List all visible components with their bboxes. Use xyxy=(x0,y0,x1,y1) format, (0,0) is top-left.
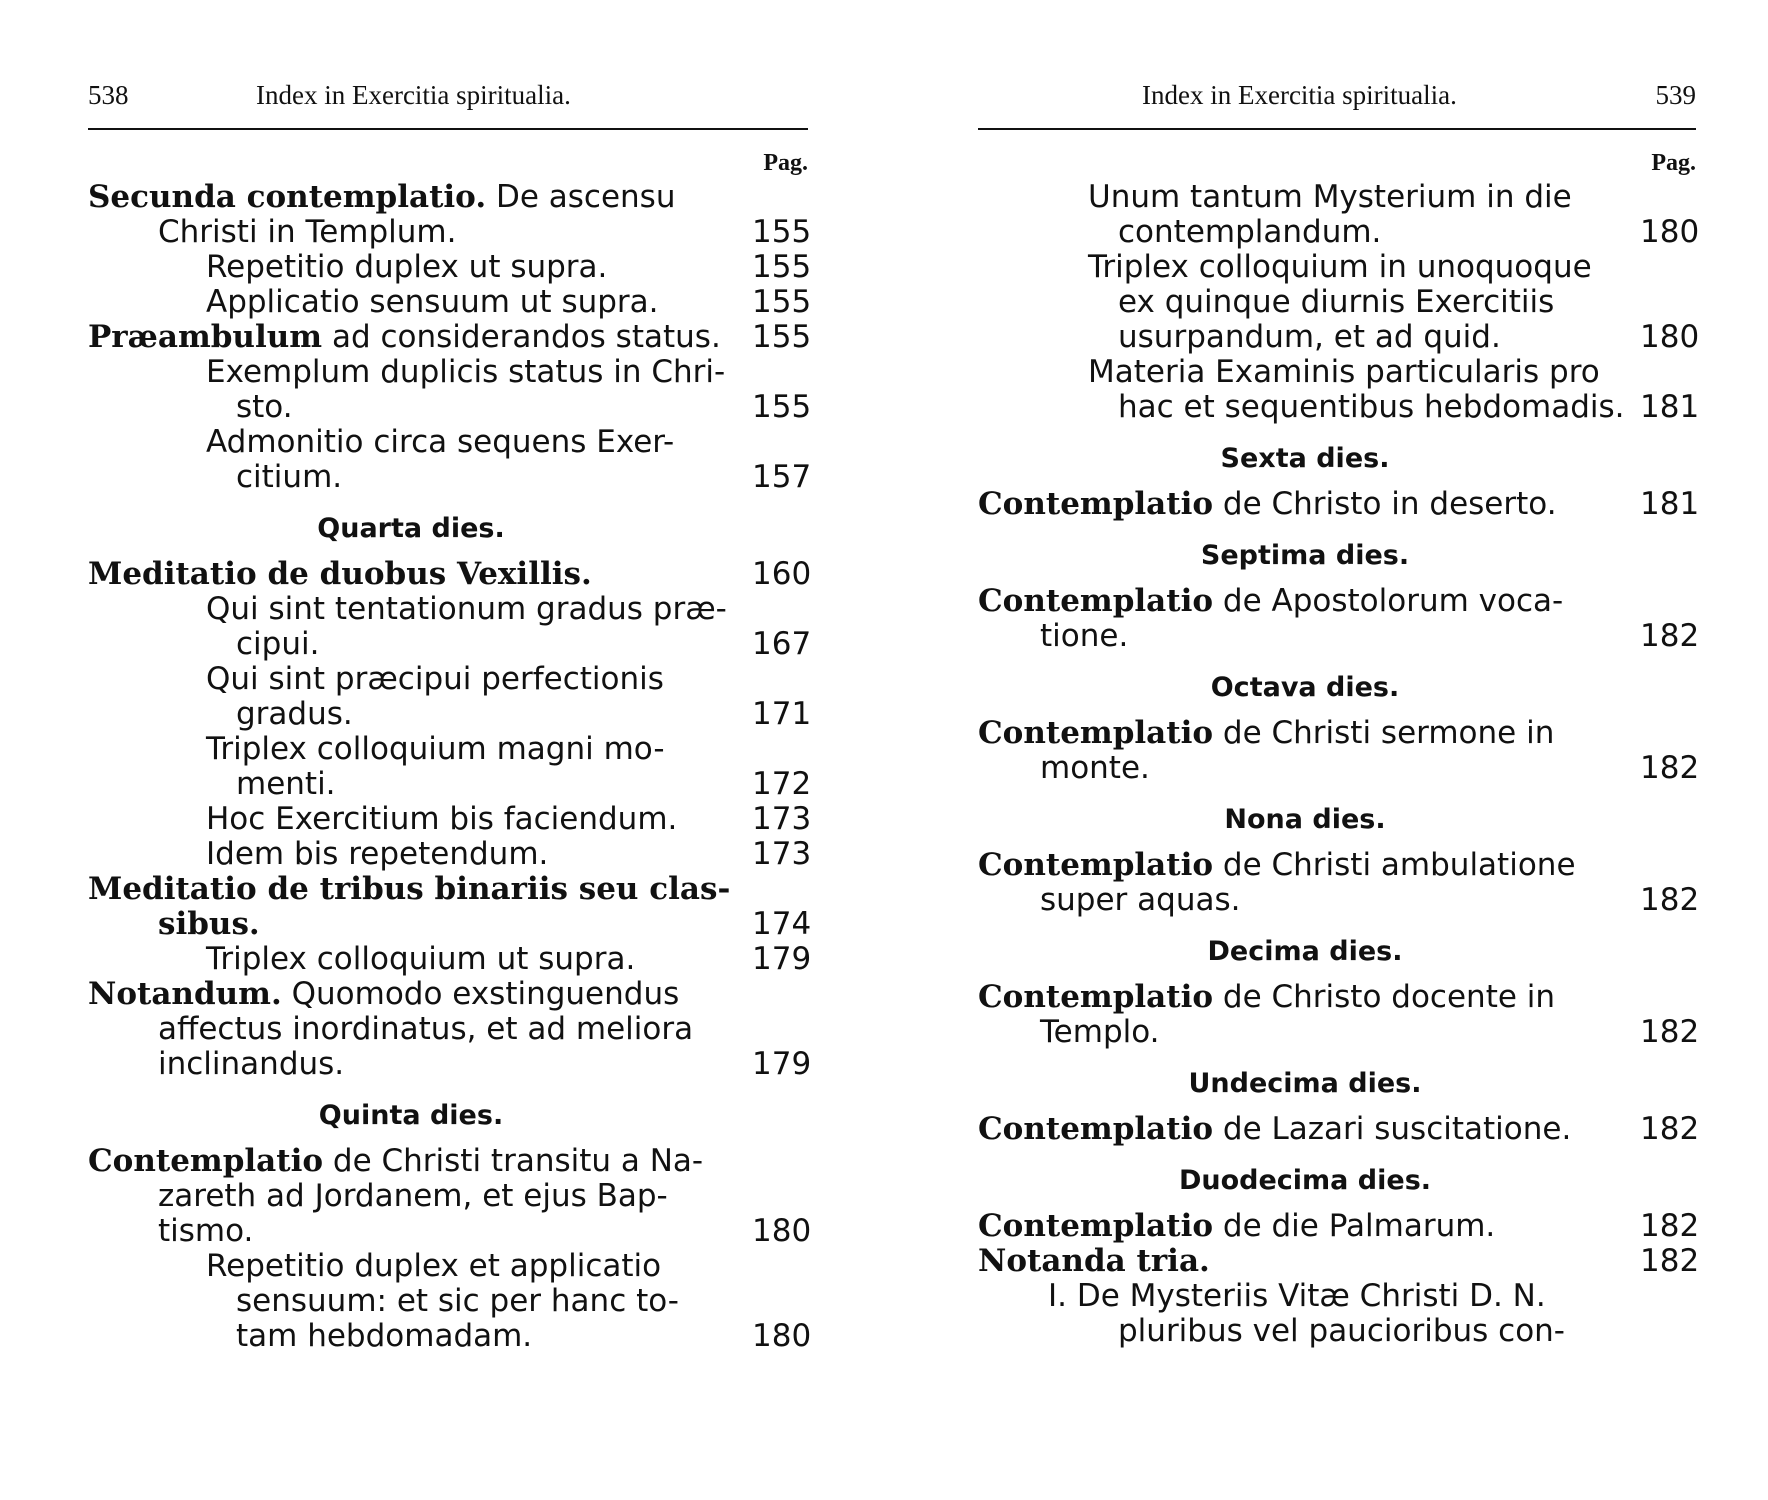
index-entry-line xyxy=(978,618,1700,654)
entry-text xyxy=(1118,320,1501,355)
entry-text xyxy=(978,584,1563,619)
entry-page-number: 182 xyxy=(1640,882,1700,918)
right-index-body xyxy=(978,179,1700,1349)
entry-text xyxy=(206,592,727,627)
entry-heading-bold: Notandum. xyxy=(88,976,282,1012)
entry-description: Exemplum duplicis status in Chri- xyxy=(206,354,726,390)
entry-description: I. De Mysteriis Vitæ Christi D. N. xyxy=(1048,1278,1546,1314)
entry-text xyxy=(1040,751,1150,786)
entry-text xyxy=(1088,180,1572,215)
index-entry-line xyxy=(978,1014,1700,1050)
entry-page-number: 182 xyxy=(1640,1014,1700,1050)
entry-page-number: 173 xyxy=(752,836,812,872)
entry-heading-bold: sibus. xyxy=(158,906,260,942)
index-entry-line xyxy=(88,1249,808,1284)
section-heading: Nona dies. xyxy=(1224,804,1386,835)
pag-label: Pag. xyxy=(1651,150,1696,176)
entry-text xyxy=(206,837,548,872)
index-entry-line xyxy=(978,848,1696,883)
index-entry-line xyxy=(978,355,1696,390)
entry-page-number: 180 xyxy=(1640,214,1700,250)
entry-description: de Apostolorum voca- xyxy=(1213,583,1564,619)
entry-text xyxy=(978,1112,1571,1147)
entry-description: tismo. xyxy=(158,1213,254,1249)
index-entry-line xyxy=(88,1213,812,1249)
entry-description: gradus. xyxy=(236,696,353,732)
entry-text xyxy=(236,627,319,662)
entry-page-number: 182 xyxy=(1640,1208,1700,1244)
entry-heading-bold: Contemplatio xyxy=(978,1111,1214,1147)
entry-text xyxy=(1048,1279,1546,1314)
entry-text xyxy=(1118,1314,1565,1349)
entry-heading-bold: Meditatio de tribus binariis seu clas- xyxy=(88,871,731,907)
entry-text xyxy=(88,872,730,907)
index-entry-line xyxy=(88,732,808,767)
entry-text xyxy=(206,425,674,460)
right-page-header xyxy=(978,80,1696,120)
entry-page-number: 179 xyxy=(752,941,812,977)
entry-description: cipui. xyxy=(236,626,320,662)
entry-page-number: 174 xyxy=(752,906,812,942)
entry-page-number: 155 xyxy=(752,319,812,355)
entry-description: de Christi transitu a Na- xyxy=(323,1143,704,1179)
index-entry-line xyxy=(88,1144,808,1179)
index-entry-line xyxy=(88,626,812,662)
entry-page-number: 180 xyxy=(1640,319,1700,355)
entry-page-number: 179 xyxy=(752,1046,812,1082)
entry-description: super aquas. xyxy=(1040,882,1241,918)
index-entry-line xyxy=(88,766,812,802)
header-rule xyxy=(978,128,1696,130)
entry-description: Repetitio duplex ut supra. xyxy=(206,249,608,285)
entry-page-number: 172 xyxy=(752,766,812,802)
entry-text xyxy=(978,716,1554,751)
entry-page-number: 167 xyxy=(752,626,812,662)
index-entry-line xyxy=(88,319,812,355)
entry-description: Admonitio circa sequens Exer- xyxy=(206,424,675,460)
entry-description: Materia Examinis particularis pro xyxy=(1088,354,1600,390)
entry-text xyxy=(158,1047,344,1082)
entry-text xyxy=(978,487,1557,522)
entry-description: de Lazari suscitatione. xyxy=(1213,1111,1572,1147)
entry-page-number: 157 xyxy=(752,459,812,495)
index-entry-line xyxy=(978,389,1700,425)
index-entry-line xyxy=(88,214,812,250)
entry-page-number: 173 xyxy=(752,801,812,837)
running-title: Index in Exercitia spiritualia. xyxy=(256,80,571,110)
section-heading: Sexta dies. xyxy=(1220,443,1390,474)
entry-text xyxy=(978,848,1576,883)
entry-description: ad considerandos status. xyxy=(322,319,721,355)
index-entry-line xyxy=(978,980,1696,1015)
entry-heading-bold: Notanda tria. xyxy=(978,1243,1210,1279)
entry-page-number: 160 xyxy=(752,556,812,592)
left-page-header xyxy=(88,80,808,120)
index-entry-line xyxy=(88,249,812,285)
entry-description: Christi in Templum. xyxy=(158,214,457,250)
entry-text xyxy=(206,1249,661,1284)
index-entry-line xyxy=(88,977,808,1012)
entry-page-number: 180 xyxy=(752,1213,812,1249)
entry-page-number: 182 xyxy=(1640,1243,1700,1279)
entry-page-number: 180 xyxy=(752,1318,812,1354)
index-entry-line xyxy=(978,750,1700,786)
entry-text xyxy=(1118,285,1554,320)
section-heading: Decima dies. xyxy=(1207,936,1403,967)
entry-text xyxy=(158,1012,693,1047)
running-title: Index in Exercitia spiritualia. xyxy=(1142,80,1457,110)
entry-description: de Christi sermone in xyxy=(1213,715,1555,751)
entry-page-number: 171 xyxy=(752,696,812,732)
entry-text xyxy=(206,942,635,977)
section-heading: Septima dies. xyxy=(1200,540,1410,571)
section-heading: Duodecima dies. xyxy=(1178,1165,1432,1196)
entry-heading-bold: Meditatio de duobus Vexillis. xyxy=(88,556,592,592)
entry-description: monte. xyxy=(1040,750,1150,786)
left-index-body xyxy=(88,179,812,1354)
section-heading: Quinta dies. xyxy=(318,1100,504,1131)
index-entry-line xyxy=(978,1208,1700,1244)
entry-text xyxy=(1040,619,1128,654)
entry-text xyxy=(978,1209,1495,1244)
entry-description: inclinandus. xyxy=(158,1046,345,1082)
index-entry-line xyxy=(88,906,812,942)
index-entry-line xyxy=(978,1111,1700,1147)
entry-description: Templo. xyxy=(1040,1014,1160,1050)
entry-description: ex quinque diurnis Exercitiis xyxy=(1118,284,1555,320)
entry-description: sto. xyxy=(236,389,293,425)
page-number: 539 xyxy=(1655,80,1696,110)
index-entry-line xyxy=(978,250,1696,285)
entry-text xyxy=(206,732,665,767)
entry-description: pluribus vel paucioribus con- xyxy=(1118,1313,1565,1349)
entry-description: hac et sequentibus hebdomadis. xyxy=(1118,389,1625,425)
entry-text xyxy=(1118,390,1625,425)
entry-description: Unum tantum Mysterium in die xyxy=(1088,179,1572,215)
index-entry-line xyxy=(88,556,812,592)
index-entry-line xyxy=(88,180,808,215)
index-entry-line xyxy=(88,1179,808,1214)
entry-heading-bold: Contemplatio xyxy=(978,486,1214,522)
entry-page-number: 155 xyxy=(752,389,812,425)
entry-description: Triplex colloquium magni mo- xyxy=(206,731,665,767)
index-entry-line xyxy=(978,319,1700,355)
index-entry-line xyxy=(88,872,808,907)
index-entry-line xyxy=(88,801,812,837)
entry-description: Triplex colloquium ut supra. xyxy=(206,941,636,977)
entry-text xyxy=(206,250,607,285)
entry-text xyxy=(88,1144,703,1179)
entry-text xyxy=(158,1214,253,1249)
entry-text xyxy=(978,1244,1210,1279)
entry-text xyxy=(88,180,676,215)
entry-text xyxy=(236,390,293,425)
index-entry-line xyxy=(978,1243,1700,1279)
index-entry-line xyxy=(88,459,812,495)
entry-description: Qui sint præcipui perfectionis xyxy=(206,661,664,697)
entry-description: menti. xyxy=(236,766,336,802)
entry-text xyxy=(158,907,260,942)
entry-heading-bold: Secunda contemplatio. xyxy=(88,179,487,215)
entry-heading-bold: Præambulum xyxy=(88,319,323,355)
index-entry-line xyxy=(88,1284,808,1319)
entry-description: de die Palmarum. xyxy=(1213,1208,1496,1244)
index-entry-line xyxy=(88,696,812,732)
entry-text xyxy=(88,320,721,355)
index-entry-line xyxy=(88,941,812,977)
index-entry-line xyxy=(978,716,1696,751)
entry-description: Qui sint tentationum gradus præ- xyxy=(206,591,727,627)
entry-text xyxy=(1088,250,1592,285)
entry-description: zareth ad Jordanem, et ejus Bap- xyxy=(158,1178,668,1214)
index-entry-line xyxy=(88,1012,808,1047)
entry-heading-bold: Contemplatio xyxy=(978,583,1214,619)
page-number: 538 xyxy=(88,80,129,110)
entry-text xyxy=(978,980,1555,1015)
entry-heading-bold: Contemplatio xyxy=(978,979,1214,1015)
entry-text xyxy=(236,1284,679,1319)
entry-description: affectus inordinatus, et ad meliora xyxy=(158,1011,694,1047)
entry-page-number: 181 xyxy=(1640,486,1700,522)
entry-description: De ascensu xyxy=(486,179,676,215)
index-entry-line xyxy=(978,584,1696,619)
index-entry-line xyxy=(978,285,1696,320)
entry-description: de Christi ambulatione xyxy=(1213,847,1576,883)
entry-description: Quomodo exstinguendus xyxy=(281,976,680,1012)
entry-description: Repetitio duplex et applicatio xyxy=(206,1248,662,1284)
index-entry-line xyxy=(88,284,812,320)
index-entry-line xyxy=(88,1046,812,1082)
entry-description: usurpandum, et ad quid. xyxy=(1118,319,1501,355)
entry-text xyxy=(158,1179,668,1214)
entry-text xyxy=(206,355,725,390)
entry-text xyxy=(1040,1015,1160,1050)
entry-description: de Christo docente in xyxy=(1213,979,1556,1015)
index-entry-line xyxy=(88,836,812,872)
entry-text xyxy=(1118,215,1381,250)
entry-text xyxy=(206,662,664,697)
index-entry-line xyxy=(88,662,808,697)
section-heading: Octava dies. xyxy=(1210,672,1400,703)
entry-description: de Christo in deserto. xyxy=(1213,486,1557,522)
header-rule xyxy=(88,128,808,130)
index-entry-line xyxy=(978,1279,1696,1314)
entry-text xyxy=(236,1319,532,1354)
entry-text xyxy=(88,977,679,1012)
entry-heading-bold: Contemplatio xyxy=(978,847,1214,883)
entry-description: Triplex colloquium in unoquoque xyxy=(1088,249,1592,285)
entry-heading-bold: Contemplatio xyxy=(978,1208,1214,1244)
entry-description: tione. xyxy=(1040,618,1129,654)
entry-heading-bold: Contemplatio xyxy=(978,715,1214,751)
index-entry-line xyxy=(978,180,1696,215)
entry-text xyxy=(88,557,592,592)
entry-page-number: 182 xyxy=(1640,750,1700,786)
entry-text xyxy=(206,802,677,837)
entry-page-number: 155 xyxy=(752,249,812,285)
index-entry-line xyxy=(978,214,1700,250)
entry-description: Hoc Exercitium bis faciendum. xyxy=(206,801,678,837)
entry-page-number: 182 xyxy=(1640,1111,1700,1147)
index-entry-line xyxy=(88,389,812,425)
entry-description: citium. xyxy=(236,459,343,495)
index-entry-line xyxy=(978,882,1700,918)
right-page xyxy=(978,0,1700,1500)
index-entry-line xyxy=(88,355,808,390)
left-page xyxy=(88,0,812,1500)
entry-page-number: 155 xyxy=(752,214,812,250)
entry-heading-bold: Contemplatio xyxy=(88,1143,324,1179)
entry-text xyxy=(236,767,336,802)
entry-description: Idem bis repetendum. xyxy=(206,836,549,872)
entry-text xyxy=(206,285,659,320)
entry-description: sensuum: et sic per hanc to- xyxy=(236,1283,679,1319)
index-entry-line xyxy=(978,1314,1696,1349)
entry-page-number: 155 xyxy=(752,284,812,320)
section-heading: Quarta dies. xyxy=(317,513,505,544)
entry-description: tam hebdomadam. xyxy=(236,1318,533,1354)
entry-text xyxy=(1040,883,1240,918)
entry-text xyxy=(236,697,353,732)
index-entry-line xyxy=(88,1318,812,1354)
index-entry-line xyxy=(88,592,808,627)
entry-description: contemplandum. xyxy=(1118,214,1382,250)
index-entry-line xyxy=(88,425,808,460)
entry-page-number: 181 xyxy=(1640,389,1700,425)
entry-text xyxy=(1088,355,1600,390)
pag-label: Pag. xyxy=(763,150,808,176)
entry-text xyxy=(236,460,342,495)
entry-page-number: 182 xyxy=(1640,618,1700,654)
section-heading: Undecima dies. xyxy=(1188,1068,1422,1099)
entry-text xyxy=(158,215,456,250)
index-entry-line xyxy=(978,486,1700,522)
entry-description: Applicatio sensuum ut supra. xyxy=(206,284,659,320)
